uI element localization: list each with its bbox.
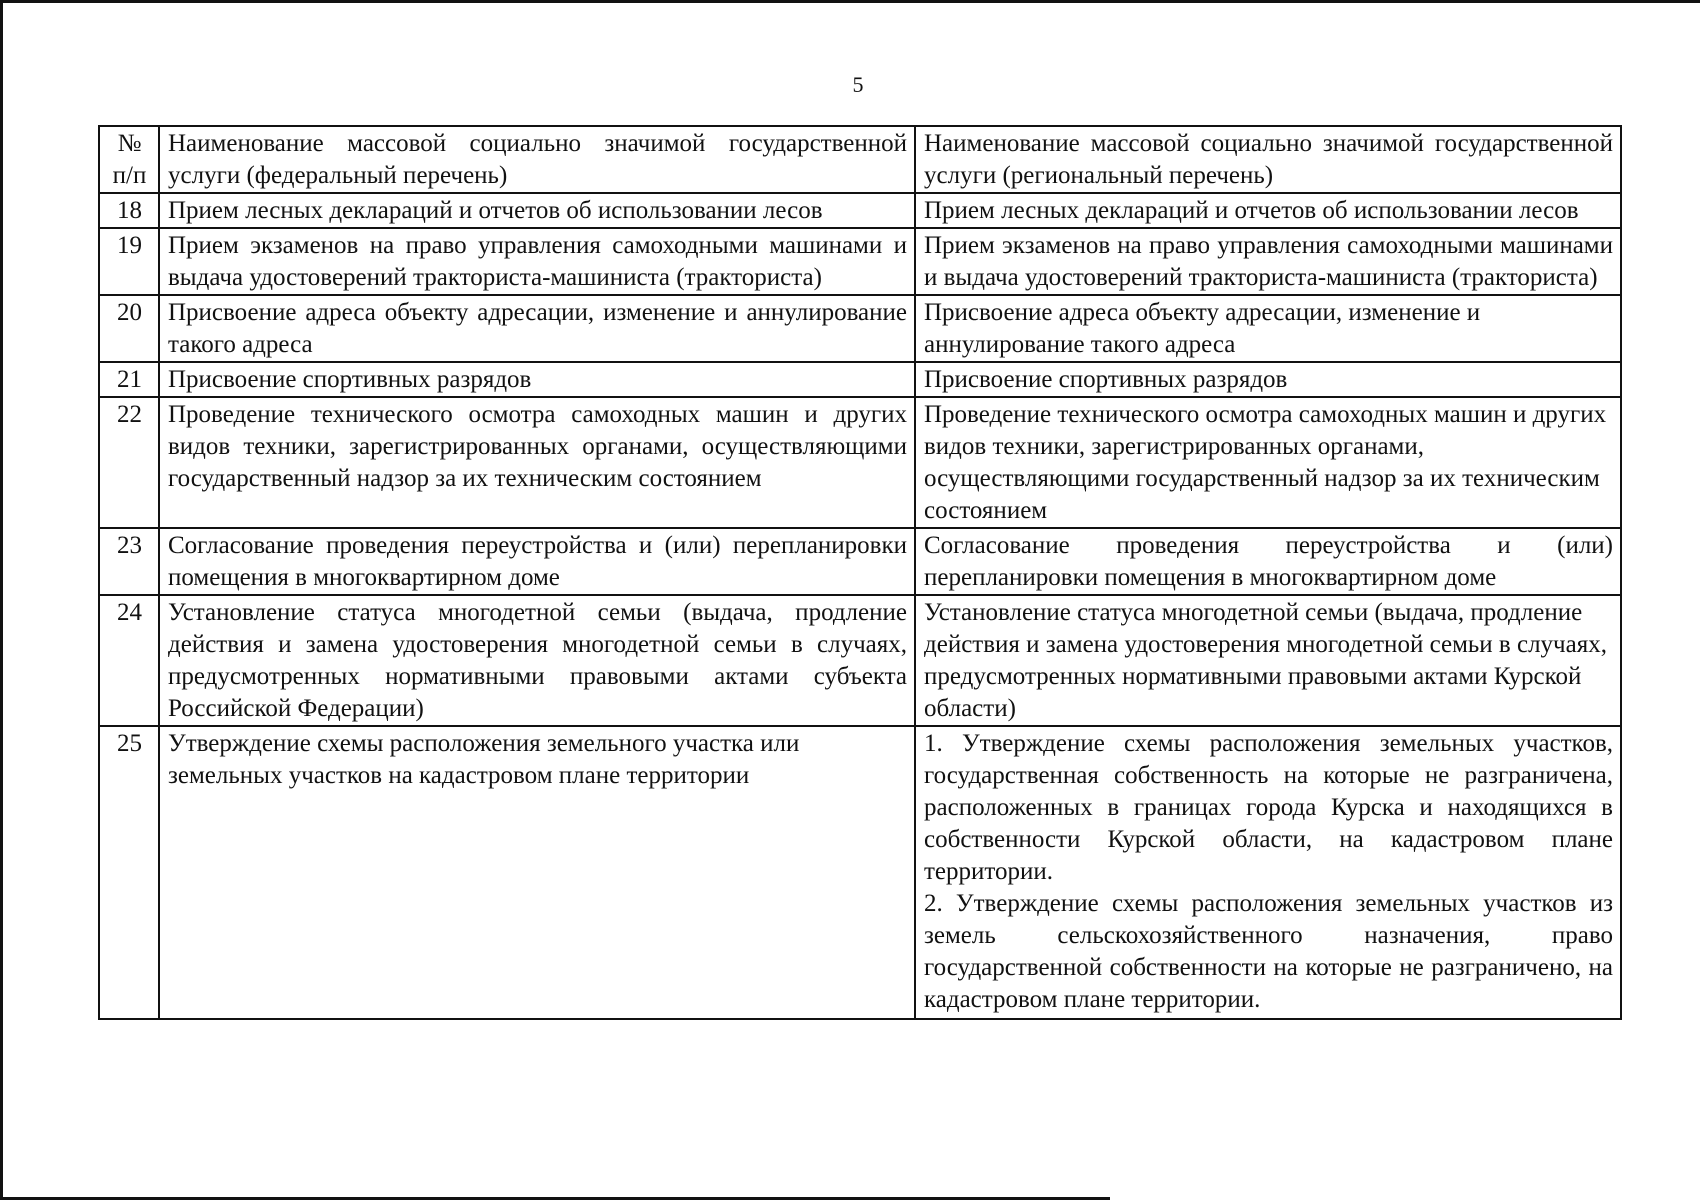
table-row xyxy=(99,595,1621,726)
header-number: № п/п xyxy=(99,126,159,193)
regional-service: Установление статуса многодетной семьи (выдача, продление действия и замена удостоверения многодетной семьи в случаях, предусмотренных нормативными правовыми актами Курской области) xyxy=(915,595,1621,726)
row-number: 24 xyxy=(99,595,159,726)
scan-border-left xyxy=(0,0,3,1200)
services-table xyxy=(98,125,1622,1020)
regional-service-item-2: 2. Утверждение схемы расположения земельных участков из земель сельскохозяйственного назначения, право государственной собственности на которые не разграничено, на кадастровом плане территории. xyxy=(924,890,1613,1013)
row-number: 20 xyxy=(99,295,159,362)
federal-service: Прием лесных деклараций и отчетов об использовании лесов xyxy=(159,193,915,228)
row-number: 23 xyxy=(99,528,159,595)
row-number: 22 xyxy=(99,397,159,528)
row-number: 18 xyxy=(99,193,159,228)
regional-service: Присвоение спортивных разрядов xyxy=(915,362,1621,397)
regional-service: Согласование проведения переустройства и (или) перепланировки помещения в многоквартирном доме xyxy=(915,528,1621,595)
row-number: 21 xyxy=(99,362,159,397)
regional-service: Присвоение адреса объекту адресации, изменение и аннулирование такого адреса xyxy=(915,295,1621,362)
table-row xyxy=(99,397,1621,528)
regional-service: Прием экзаменов на право управления самоходными машинами и выдача удостоверений тракториста-машиниста (тракториста) xyxy=(915,228,1621,295)
table-row xyxy=(99,295,1621,362)
table-row xyxy=(99,228,1621,295)
federal-service: Согласование проведения переустройства и (или) перепланировки помещения в многоквартирном доме xyxy=(159,528,915,595)
regional-service: Прием лесных деклараций и отчетов об использовании лесов xyxy=(915,193,1621,228)
row-number: 25 xyxy=(99,726,159,1019)
table-header-row xyxy=(99,126,1621,193)
row-number: 19 xyxy=(99,228,159,295)
federal-service: Установление статуса многодетной семьи (выдача, продление действия и замена удостоверения многодетной семьи в случаях, предусмотренных нормативными правовыми актами субъекта Российской Федерации) xyxy=(159,595,915,726)
table-row xyxy=(99,528,1621,595)
federal-service: Проведение технического осмотра самоходных машин и других видов техники, зарегистрированных органами, осуществляющими государственный надзор за их техническим состоянием xyxy=(159,397,915,528)
federal-service: Утверждение схемы расположения земельного участка или земельных участков на кадастровом плане территории xyxy=(159,726,915,1019)
regional-service xyxy=(915,726,1621,1019)
regional-service-item-1: 1. Утверждение схемы расположения земельных участков, государственная собственность на которые не разграничена, расположенных в границах города Курска и находящихся в собственности Курской области, на кадастровом плане территории. xyxy=(924,730,1613,885)
table-row xyxy=(99,193,1621,228)
table-row xyxy=(99,362,1621,397)
scan-border-top xyxy=(0,0,1700,3)
page-number: 5 xyxy=(852,72,864,97)
header-federal-list: Наименование массовой социально значимой государственной услуги (федеральный перечень) xyxy=(159,126,915,193)
federal-service: Прием экзаменов на право управления самоходными машинами и выдача удостоверений тракториста-машиниста (тракториста) xyxy=(159,228,915,295)
federal-service: Присвоение спортивных разрядов xyxy=(159,362,915,397)
table-row xyxy=(99,726,1621,1019)
federal-service: Присвоение адреса объекту адресации, изменение и аннулирование такого адреса xyxy=(159,295,915,362)
header-regional-list: Наименование массовой социально значимой государственной услуги (региональный перечень) xyxy=(915,126,1621,193)
regional-service: Проведение технического осмотра самоходных машин и других видов техники, зарегистрированных органами, осуществляющими государственный надзор за их техническим состоянием xyxy=(915,397,1621,528)
